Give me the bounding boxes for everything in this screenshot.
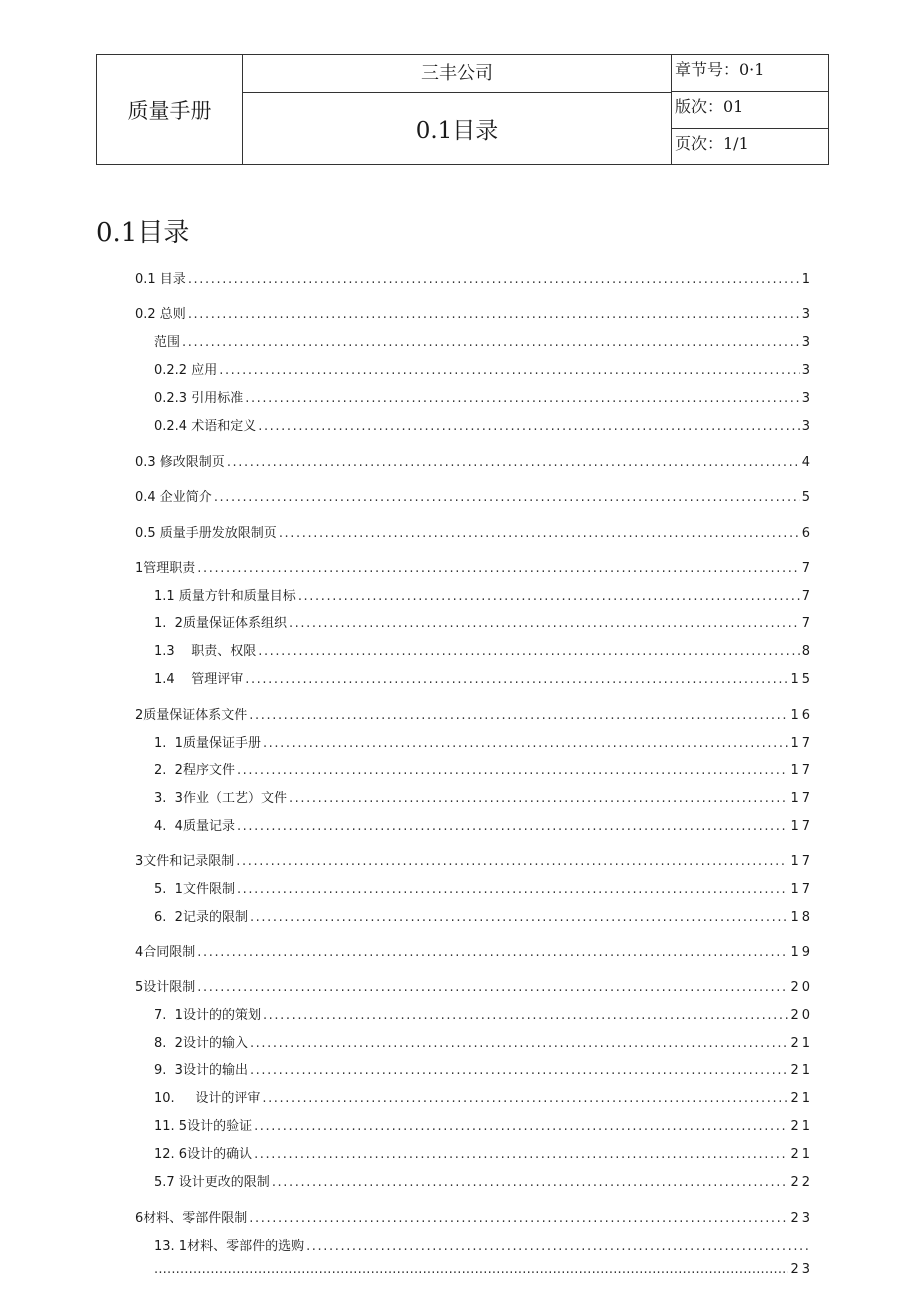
toc-entry[interactable] xyxy=(154,1171,813,1190)
toc-leader xyxy=(245,672,788,687)
toc-entry-page: 3 xyxy=(801,419,813,434)
toc-entry[interactable] xyxy=(154,1115,813,1134)
toc-entry-label: 0.3 修改限制页 xyxy=(135,455,225,470)
toc-leader xyxy=(254,1119,788,1134)
toc-entry-label: 1管理职责 xyxy=(135,561,196,576)
doc-title: 0.1目录 xyxy=(243,93,672,165)
toc-leader xyxy=(279,526,800,541)
toc-entry[interactable] xyxy=(154,359,813,378)
toc-entry-page: 23 xyxy=(790,1262,813,1277)
toc-leader xyxy=(182,335,800,350)
toc-entry-page: 19 xyxy=(790,945,813,960)
toc-entry-page: 21 xyxy=(790,1036,813,1051)
toc-entry-page: 7 xyxy=(801,589,813,604)
toc-entry-label: 1. 2质量保证体系组织 xyxy=(154,616,287,631)
toc-leader xyxy=(154,1262,788,1277)
toc-leader xyxy=(237,763,789,778)
toc-entry-label: 0.2.2 应用 xyxy=(154,363,218,378)
toc-entry[interactable] xyxy=(154,585,813,604)
toc-entry[interactable] xyxy=(154,1032,813,1051)
toc-entry[interactable] xyxy=(154,878,813,897)
toc-entry-label: 7. 1设计的的策划 xyxy=(154,1008,261,1023)
toc-entry-page: 15 xyxy=(790,672,813,687)
toc-entry-page: 8 xyxy=(801,644,813,659)
version-number: 版次：01 xyxy=(672,92,828,129)
toc-leader xyxy=(250,1036,789,1051)
toc-entry-label: 13. 1材料、零部件的选购 xyxy=(154,1239,305,1254)
toc-entry[interactable] xyxy=(135,557,813,576)
toc-entry[interactable] xyxy=(154,668,813,687)
toc-entry[interactable] xyxy=(154,1087,813,1106)
toc-entry[interactable] xyxy=(154,640,813,659)
toc-entry[interactable] xyxy=(135,522,813,541)
toc-entry[interactable] xyxy=(135,941,813,960)
toc-leader xyxy=(245,391,800,406)
toc-entry-page: 1 xyxy=(801,272,813,287)
toc-entry-label: 5设计限制 xyxy=(135,980,196,995)
toc-entry-label: 1.4 管理评审 xyxy=(154,672,244,687)
toc-entry-label: 12. 6设计的确认 xyxy=(154,1147,253,1162)
toc-leader xyxy=(250,910,789,925)
toc-entry-label: 0.2.4 术语和定义 xyxy=(154,419,257,434)
toc-leader xyxy=(289,616,800,631)
toc-entry-label: 0.1 目录 xyxy=(135,272,186,287)
toc-entry-label: 9. 3设计的输出 xyxy=(154,1063,248,1078)
toc-entry-page: 17 xyxy=(790,854,813,869)
toc-entry-page: 18 xyxy=(790,910,813,925)
toc-leader xyxy=(263,736,789,751)
toc-entry-page: 3 xyxy=(801,363,813,378)
toc-entry-label: 11. 5设计的验证 xyxy=(154,1119,253,1134)
toc-entry-page: 3 xyxy=(801,391,813,406)
toc-leader xyxy=(258,644,800,659)
toc-entry[interactable] xyxy=(154,415,813,434)
toc-leader xyxy=(250,1063,789,1078)
toc-leader xyxy=(249,1211,788,1226)
toc-entry[interactable] xyxy=(135,303,813,322)
toc-leader xyxy=(237,819,789,834)
toc-entry[interactable] xyxy=(135,704,813,723)
toc-leader xyxy=(227,455,800,470)
toc-entry[interactable] xyxy=(135,1207,813,1226)
toc-leader xyxy=(262,1091,788,1106)
toc-leader xyxy=(237,882,789,897)
page-count: 页次：1/1 xyxy=(675,134,749,153)
toc-entry-page: 17 xyxy=(790,763,813,778)
toc-entry-label: 10. 设计的评审 xyxy=(154,1091,261,1106)
toc-entry[interactable] xyxy=(154,906,813,925)
toc-leader xyxy=(272,1175,789,1190)
toc-entry-page: 17 xyxy=(790,819,813,834)
toc-leader xyxy=(258,419,800,434)
toc-entry-page: 7 xyxy=(801,616,813,631)
toc-leader xyxy=(188,307,800,322)
toc-entry-page: 6 xyxy=(801,526,813,541)
toc-leader xyxy=(197,561,799,576)
toc-entry-label: 1.1 质量方针和质量目标 xyxy=(154,589,296,604)
toc-entry-label: 0.4 企业简介 xyxy=(135,490,212,505)
toc-entry-label: 1. 1质量保证手册 xyxy=(154,736,261,751)
toc-leader xyxy=(214,490,800,505)
toc-leader xyxy=(289,791,789,806)
toc-entry[interactable] xyxy=(154,387,813,406)
toc-leader xyxy=(263,1008,789,1023)
chapter-number: 章节号：0·1 xyxy=(672,55,828,92)
toc-leader xyxy=(197,945,788,960)
manual-name: 质量手册 xyxy=(97,55,243,165)
toc-entry[interactable] xyxy=(135,268,813,287)
page-heading: 0.1目录 xyxy=(96,218,190,248)
toc-entry-label: 5.7 设计更改的限制 xyxy=(154,1175,270,1190)
toc-entry-page: 17 xyxy=(790,882,813,897)
toc-entry-page: 21 xyxy=(790,1147,813,1162)
toc-entry-label: 2质量保证体系文件 xyxy=(135,708,248,723)
toc-leader xyxy=(254,1147,788,1162)
toc-entry[interactable] xyxy=(135,451,813,470)
toc-entry-label: 5. 1文件限制 xyxy=(154,882,235,897)
toc-entry[interactable] xyxy=(154,787,813,806)
toc-entry-label: 0.2.3 引用标准 xyxy=(154,391,244,406)
toc-entry[interactable] xyxy=(135,976,813,995)
toc-leader xyxy=(236,854,788,869)
toc-leader xyxy=(306,1239,809,1254)
company-name: 三丰公司 xyxy=(243,55,672,93)
toc-entry[interactable] xyxy=(154,732,813,751)
toc-entry-page: 16 xyxy=(790,708,813,723)
toc-entry-label: 4. 4质量记录 xyxy=(154,819,235,834)
toc-leader xyxy=(298,589,800,604)
toc-entry-page: 7 xyxy=(801,561,813,576)
toc-leader xyxy=(249,708,788,723)
toc-leader xyxy=(197,980,788,995)
toc-entry-label: 3. 3作业（工艺）文件 xyxy=(154,791,287,806)
toc-entry-page: 23 xyxy=(790,1211,813,1226)
toc-entry-page: 20 xyxy=(790,1008,813,1023)
toc-entry[interactable] xyxy=(135,850,813,869)
toc-entry[interactable] xyxy=(154,1059,813,1078)
toc-entry-page: 4 xyxy=(801,455,813,470)
toc-entry-label: 2. 2程序文件 xyxy=(154,763,235,778)
toc-entry-page: 3 xyxy=(801,335,813,350)
toc-entry[interactable] xyxy=(135,486,813,505)
toc-leader xyxy=(219,363,800,378)
toc-entry-label: 4合同限制 xyxy=(135,945,196,960)
toc-entry[interactable] xyxy=(154,1004,813,1023)
toc-entry-label: 8. 2设计的输入 xyxy=(154,1036,248,1051)
toc-entry-page: 3 xyxy=(801,307,813,322)
toc-leader xyxy=(188,272,800,287)
toc-entry-page: 17 xyxy=(790,736,813,751)
toc-entry-label: 3文件和记录限制 xyxy=(135,854,235,869)
toc-entry[interactable] xyxy=(154,759,813,778)
toc-entry[interactable] xyxy=(154,815,813,834)
toc-entry[interactable] xyxy=(154,1235,806,1253)
toc-entry[interactable] xyxy=(154,1143,813,1162)
toc-entry[interactable] xyxy=(154,612,813,631)
toc-entry-label: 0.5 质量手册发放限制页 xyxy=(135,526,277,541)
toc-entry-label: 范围 xyxy=(154,335,181,350)
toc-entry-label: 0.2 总则 xyxy=(135,307,186,322)
toc-entry-label: 6. 2记录的限制 xyxy=(154,910,248,925)
toc-entry-label: 6材料、零部件限制 xyxy=(135,1211,248,1226)
toc-entry-page: 21 xyxy=(790,1119,813,1134)
toc-entry-page: 5 xyxy=(801,490,813,505)
toc-entry-page: 20 xyxy=(790,980,813,995)
toc-entry-page: 22 xyxy=(790,1175,813,1190)
toc-entry-page: 17 xyxy=(790,791,813,806)
toc-entry-page: 21 xyxy=(790,1091,813,1106)
toc-entry[interactable] xyxy=(154,331,813,350)
toc-entry-page: 21 xyxy=(790,1063,813,1078)
toc-entry-label: 1.3 职责、权限 xyxy=(154,644,257,659)
toc-entry-continuation[interactable] xyxy=(154,1262,813,1280)
